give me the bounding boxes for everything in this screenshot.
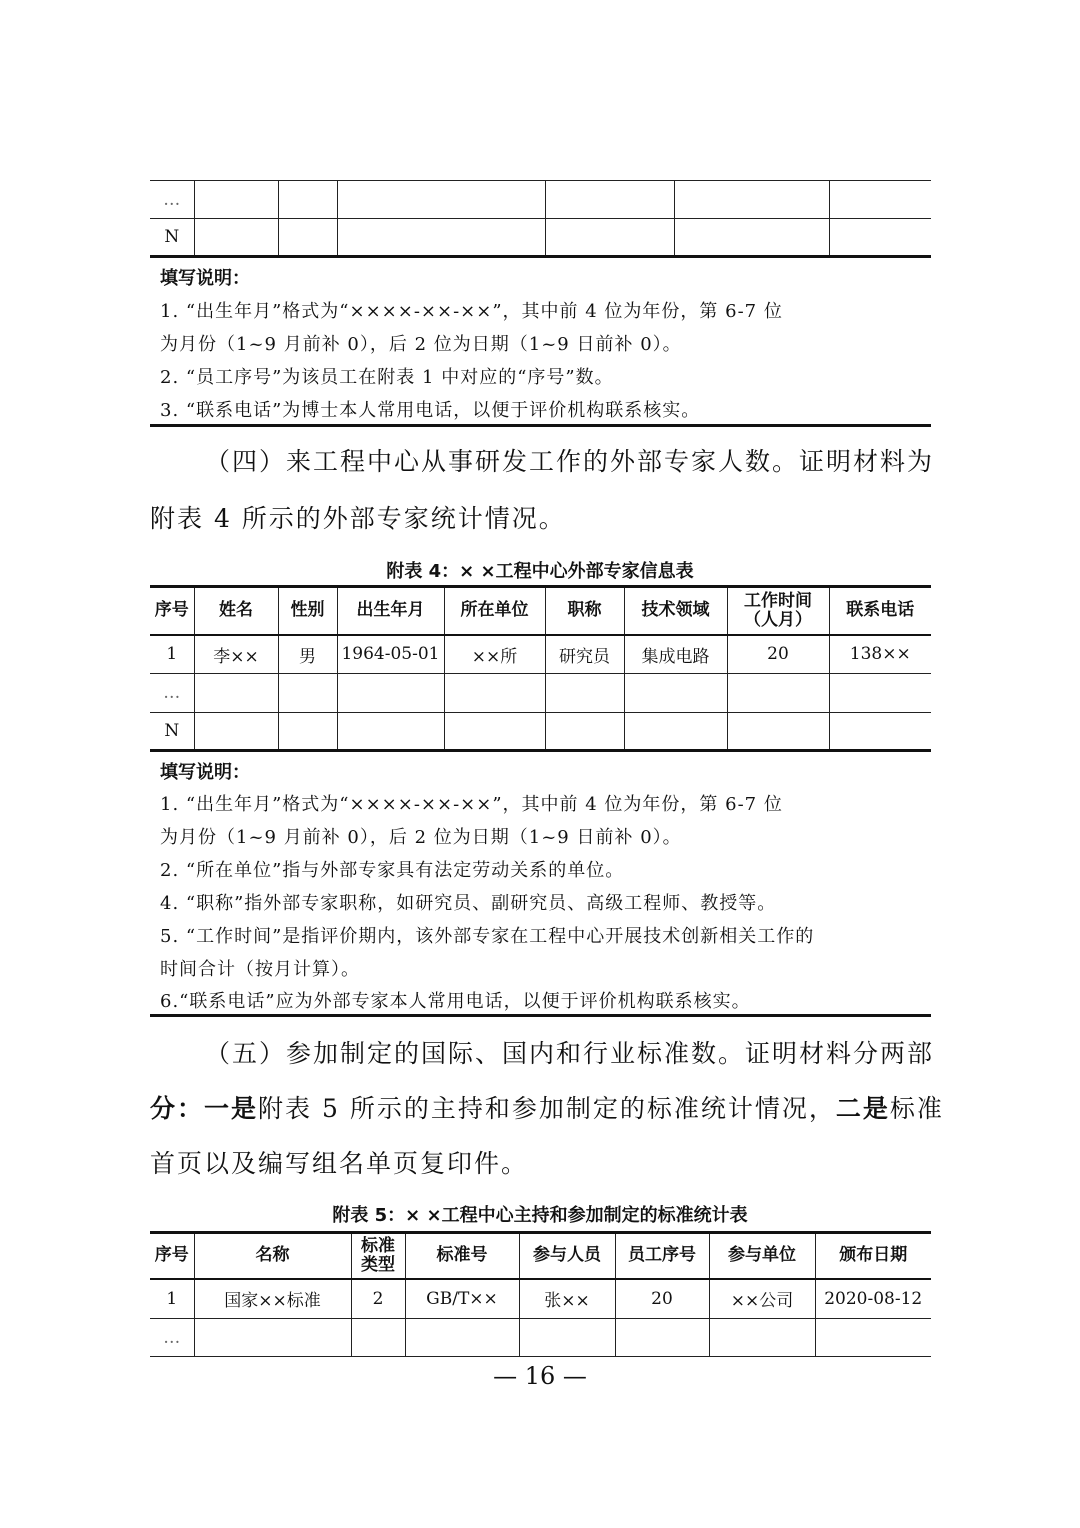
text: 分： — [150, 1094, 205, 1123]
cell: 研究员 — [545, 635, 624, 674]
cell: 1 — [150, 1279, 194, 1319]
table-5-caption: 附表 5：× ×工程中心主持和参加制定的标准统计表 — [332, 1205, 748, 1226]
note-line: 2. “员工序号”为该员工在附表 1 中对应的“序号”数。 — [160, 367, 614, 388]
text: 标准 — [889, 1094, 944, 1123]
header-cell: 技术领域 — [624, 587, 727, 635]
header-cell: 员工序号 — [615, 1233, 709, 1279]
note-line: 3. “联系电话”为博士本人常用电话，以便于评价机构联系核实。 — [160, 400, 701, 421]
table-row — [150, 1279, 931, 1319]
header-line: （人月） — [744, 609, 812, 630]
cell: 2020-08-12 — [815, 1279, 931, 1319]
header-line: 工作时间 — [744, 590, 812, 611]
note-line: 6.“联系电话”应为外部专家本人常用电话，以便于评价机构联系核实。 — [160, 991, 751, 1012]
header-cell-work-time — [727, 587, 829, 635]
cell: 20 — [727, 635, 829, 674]
table-header-row — [150, 1233, 931, 1279]
cell: GB/T×× — [405, 1279, 519, 1319]
table-row — [150, 219, 931, 257]
divider — [150, 424, 931, 427]
header-cell: 性别 — [278, 587, 337, 635]
header-cell: 参与单位 — [709, 1233, 815, 1279]
header-cell: 所在单位 — [444, 587, 545, 635]
cell: 国家××标准 — [194, 1279, 351, 1319]
note-line: 1. “出生年月”格式为“××××-××-××”，其中前 4 位为年份，第 6-7 位 — [160, 301, 783, 322]
table-row — [150, 674, 931, 713]
note-line: 5. “工作时间”是指评价期内，该外部专家在工程中心开展技术创新相关工作的 — [160, 926, 815, 947]
paragraph-line: 首页以及编写组名单页复印件。 — [150, 1149, 529, 1178]
cell: … — [150, 674, 194, 713]
cell: N — [150, 713, 194, 751]
cell: N — [150, 219, 194, 257]
cell: 20 — [615, 1279, 709, 1319]
table-row — [150, 181, 931, 219]
table-4-caption: 附表 4：× ×工程中心外部专家信息表 — [386, 561, 694, 582]
cell: 集成电路 — [624, 635, 727, 674]
header-cell: 出生年月 — [337, 587, 444, 635]
text: 附表 5 所示的主持和参加制定的标准统计情况， — [258, 1094, 836, 1123]
cell: ××公司 — [709, 1279, 815, 1319]
notes-title: 填写说明： — [160, 268, 250, 289]
header-cell: 序号 — [150, 587, 194, 635]
cell: 138×× — [829, 635, 931, 674]
table-row — [150, 713, 931, 751]
paragraph-line: （四）来工程中心从事研发工作的外部专家人数。证明材料为 — [205, 447, 935, 476]
cell: 1964-05-01 — [337, 635, 444, 674]
table-row — [150, 635, 931, 674]
cell: 男 — [278, 635, 337, 674]
cell: … — [150, 181, 194, 219]
header-cell: 名称 — [194, 1233, 351, 1279]
header-cell: 序号 — [150, 1233, 194, 1279]
note-line: 为月份（1~9 月前补 0），后 2 位为日期（1~9 日前补 0）。 — [160, 334, 682, 355]
header-cell: 联系电话 — [829, 587, 931, 635]
cell: 张×× — [519, 1279, 615, 1319]
note-line: 时间合计（按月计算）。 — [160, 959, 360, 980]
note-line: 4. “职称”指外部专家职称，如研究员、副研究员、高级工程师、教授等。 — [160, 893, 777, 914]
note-line: 为月份（1~9 月前补 0），后 2 位为日期（1~9 日前补 0）。 — [160, 827, 682, 848]
table-4 — [150, 585, 931, 752]
note-line: 1. “出生年月”格式为“××××-××-××”，其中前 4 位为年份，第 6-7 位 — [160, 794, 783, 815]
header-cell: 颁布日期 — [815, 1233, 931, 1279]
header-cell: 姓名 — [194, 587, 278, 635]
bold-text: 二是 — [835, 1094, 890, 1123]
table-row — [150, 1319, 931, 1357]
cell: 2 — [351, 1279, 405, 1319]
header-cell: 参与人员 — [519, 1233, 615, 1279]
cell: 李×× — [194, 635, 278, 674]
table-5 — [150, 1231, 931, 1357]
note-line: 2. “所在单位”指与外部专家具有法定劳动关系的单位。 — [160, 860, 625, 881]
paragraph-line — [150, 1089, 944, 1125]
header-cell: 标准号 — [405, 1233, 519, 1279]
notes-title: 填写说明： — [160, 762, 250, 783]
header-cell: 职称 — [545, 587, 624, 635]
divider — [150, 1014, 931, 1017]
paragraph-line: 附表 4 所示的外部专家统计情况。 — [150, 504, 566, 533]
paragraph-line: （五）参加制定的国际、国内和行业标准数。证明材料分两部 — [205, 1039, 935, 1068]
header-cell-type: 标准类型 — [351, 1233, 405, 1279]
bold-text: 一是 — [204, 1094, 259, 1123]
table-header-row — [150, 587, 931, 635]
cell: … — [150, 1319, 194, 1357]
page-number: — 16 — — [493, 1362, 587, 1390]
cell: ××所 — [444, 635, 545, 674]
table-3-tail — [150, 180, 931, 258]
cell: 1 — [150, 635, 194, 674]
